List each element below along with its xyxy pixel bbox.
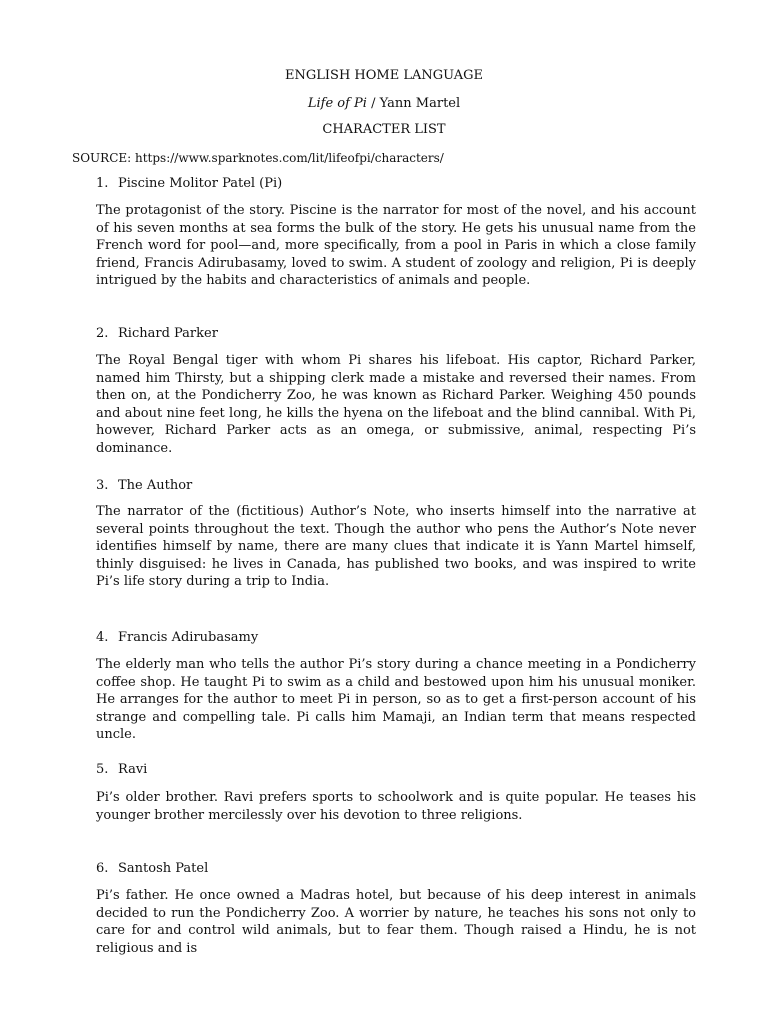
character-name: Francis Adirubasamy	[118, 630, 259, 645]
character-heading-francis-adirubasamy	[96, 630, 258, 646]
character-number: 2.	[96, 326, 109, 341]
book-title: Life of Pi	[307, 96, 367, 111]
character-heading-ravi	[96, 762, 147, 778]
character-description-pi: The protagonist of the story. Piscine is the narrator for most of the novel, and his account of his seven months at sea forms the bulk of the story. He gets his unusual name from the French word for pool—and, more specifically, from a pool in Paris in which a close family friend, Francis Adirubasamy, loved to swim. A student of zoology and religion, Pi is deeply intrigued by the habits and characteristics of animals and people.	[96, 203, 696, 289]
document-title: ENGLISH HOME LANGUAGE	[285, 68, 483, 83]
character-name: Santosh Patel	[118, 861, 209, 876]
source-line: SOURCE: https://www.sparknotes.com/lit/lifeofpi/characters/	[72, 151, 444, 165]
character-description-the-author: The narrator of the (fictitious) Author’s Note, who inserts himself into the narrative at several points throughout the text. Though the author who pens the Author’s Note never identifies himself by name, there are many clues that indicate it is Yann Martel himself, thinly disguised: he lives in Canada, has published two books, and was inspired to write Pi’s life story during a trip to India.	[96, 504, 696, 590]
character-number: 1.	[96, 176, 109, 191]
character-description-richard-parker: The Royal Bengal tiger with whom Pi shares his lifeboat. His captor, Richard Parker, named him Thirsty, but a shipping clerk made a mistake and reversed their names. From then on, at the Pondicherry Zoo, he was known as Richard Parker. Weighing 450 pounds and about nine feet long, he kills the hyena on the lifeboat and the blind cannibal. With Pi, however, Richard Parker acts as an omega, or submissive, animal, respecting Pi’s dominance.	[96, 353, 696, 456]
character-heading-the-author	[96, 478, 192, 494]
character-name: Piscine Molitor Patel (Pi)	[118, 176, 283, 191]
character-number: 5.	[96, 762, 109, 777]
list-title: CHARACTER LIST	[322, 122, 446, 137]
character-heading-santosh-patel	[96, 861, 208, 877]
character-description-santosh-patel: Pi’s father. He once owned a Madras hotel, but because of his deep interest in animals decided to run the Pondicherry Zoo. A worrier by nature, he teaches his sons not only to care for and control wild animals, but to fear them. Though raised a Hindu, he is not religious and is	[96, 888, 696, 956]
character-number: 3.	[96, 478, 109, 493]
character-description-ravi: Pi’s older brother. Ravi prefers sports to schoolwork and is quite popular. He teases his younger brother mercilessly over his devotion to three religions.	[96, 790, 696, 823]
character-name: Ravi	[118, 762, 148, 777]
character-heading-richard-parker	[96, 326, 218, 342]
character-number: 4.	[96, 630, 109, 645]
book-heading	[0, 96, 768, 112]
character-description-francis-adirubasamy: The elderly man who tells the author Pi’s story during a chance meeting in a Pondicherry coffee shop. He taught Pi to swim as a child and bestowed upon him his unusual moniker. He arranges for the author to meet Pi in person, so as to get a first-person account of his strange and compelling tale. Pi calls him Mamaji, an Indian term that means respected uncle.	[96, 657, 696, 743]
character-name: Richard Parker	[118, 326, 218, 341]
character-heading-pi	[96, 176, 282, 192]
character-number: 6.	[96, 861, 109, 876]
book-author: / Yann Martel	[366, 96, 461, 111]
character-name: The Author	[118, 478, 193, 493]
